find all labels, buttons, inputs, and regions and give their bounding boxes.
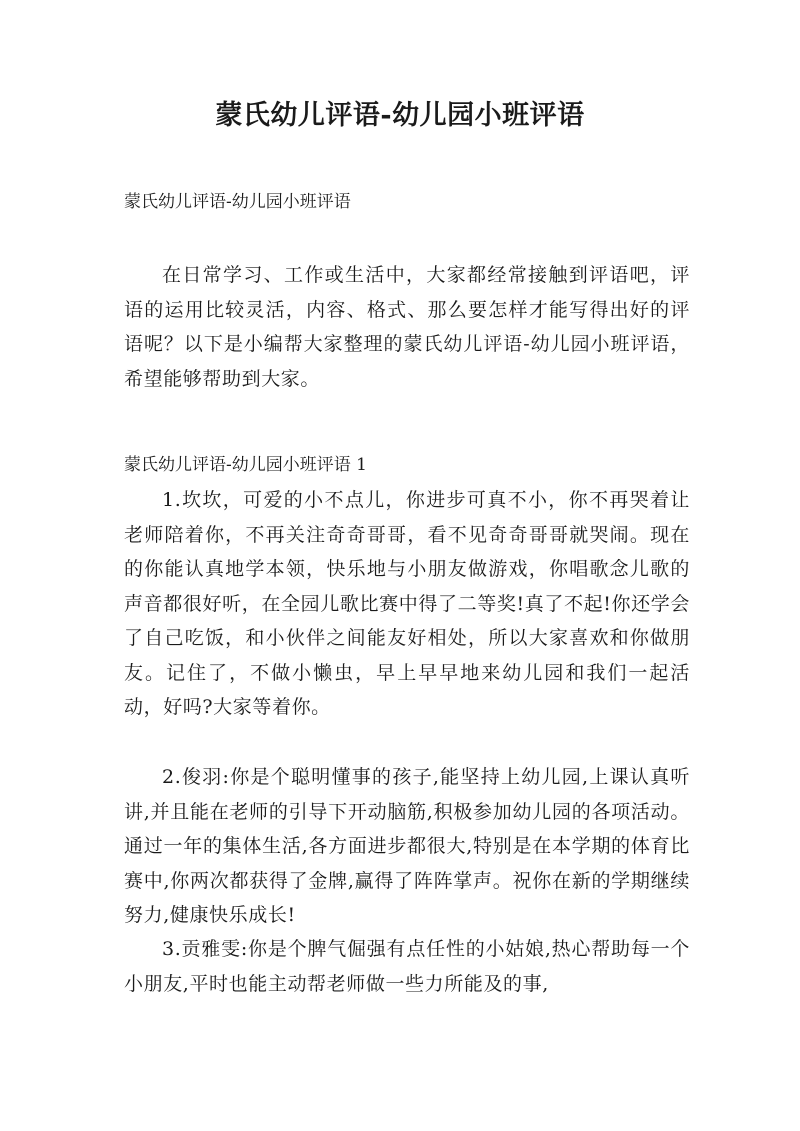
comment-item-1: 1.坎坎，可爱的小不点儿，你进步可真不小，你不再哭着让老师陪着你，不再关注奇奇哥哥，看不见奇奇哥哥就哭闹。现在的你能认真地学本领，快乐地与小朋友做游戏，你唱歌念儿歌的声音都很好听，在全园儿歌比赛中得了二等奖!真了不起!你还学会了自己吃饭，和小伙伴之间能友好相处，所以大家喜欢和你做朋友。记住了，不做小懒虫，早上早早地来幼儿园和我们一起活动，好吗?大家等着你。 (124, 489, 690, 718)
document-subtitle: 蒙氏幼儿评语-幼儿园小班评语 (124, 192, 351, 212)
comment-item-3: 3.贡雅雯:你是个脾气倔强有点任性的小姑娘,热心帮助每一个小朋友,平时也能主动帮老师做一些力所能及的事, (124, 938, 690, 995)
intro-paragraph: 在日常学习、工作或生活中，大家都经常接触到评语吧，评语的运用比较灵活，内容、格式、那么要怎样才能写得出好的评语呢？以下是小编帮大家整理的蒙氏幼儿评语-幼儿园小班评语，希望能够帮助到大家。 (124, 264, 690, 390)
comment-item-2: 2.俊羽:你是个聪明懂事的孩子,能坚持上幼儿园,上课认真听讲,并且能在老师的引导下开动脑筋,积极参加幼儿园的各项活动。通过一年的集体生活,各方面进步都很大,特别是在本学期的体育比赛中,你两次都获得了金牌,赢得了阵阵掌声。祝你在新的学期继续努力,健康快乐成长! (124, 766, 690, 926)
document-title: 蒙氏幼儿评语-幼儿园小班评语 (215, 100, 585, 131)
section-heading: 蒙氏幼儿评语-幼儿园小班评语 1 (124, 455, 367, 475)
